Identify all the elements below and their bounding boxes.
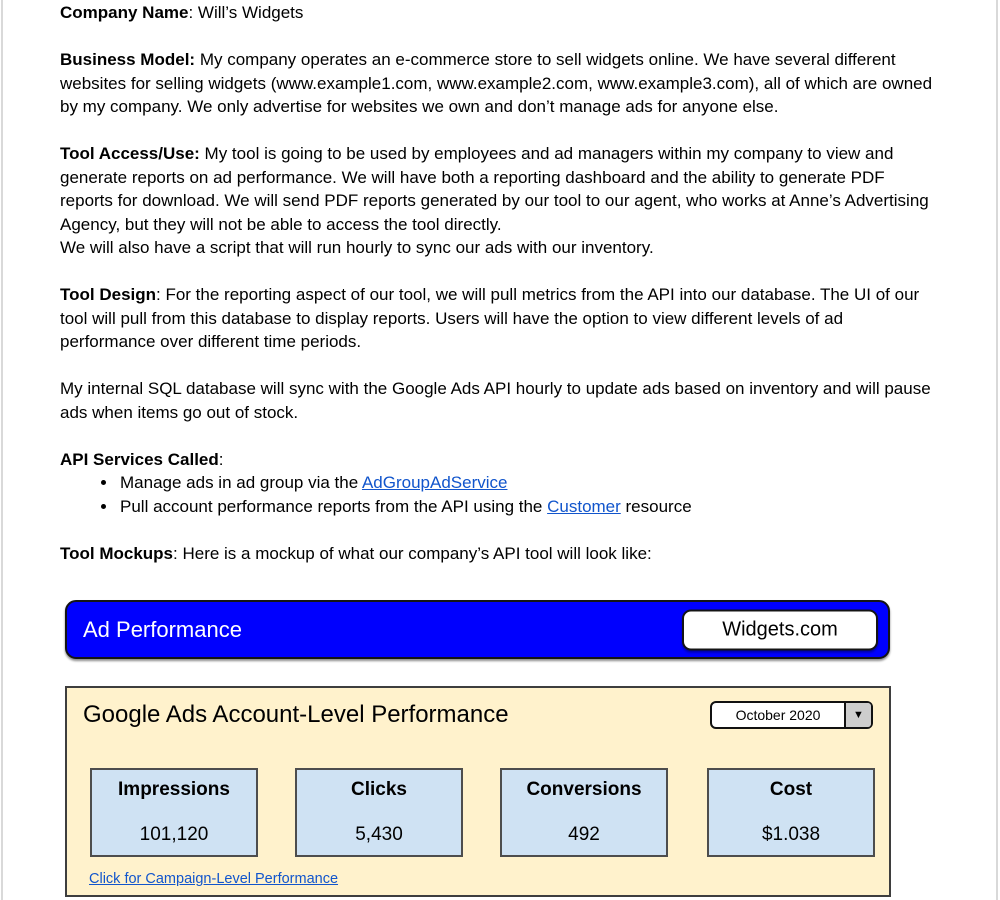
metric-label: Impressions (118, 779, 230, 800)
campaign-level-link[interactable]: Click for Campaign-Level Performance (89, 871, 339, 887)
company-name-value: : Will’s Widgets (188, 3, 304, 22)
widgets-com-button[interactable]: Widgets.com (682, 609, 878, 650)
panel-title: Google Ads Account-Level Performance (83, 701, 509, 728)
tool-mockups-text: : Here is a mockup of what our company’s API tool will look like: (173, 543, 652, 563)
bullet-2-post: resource (620, 496, 692, 516)
paragraph-company-name (60, 1, 942, 25)
paragraph-tool-design (60, 283, 942, 354)
api-services-colon: : (218, 449, 224, 469)
customer-link[interactable]: Customer (547, 496, 621, 516)
month-dropdown-value[interactable]: October 2020 (735, 707, 821, 723)
api-services-list (60, 471, 942, 518)
tool-design-text: : For the reporting aspect of our tool, we will pull metrics from the API into our database. The UI of our tool will pull from this database to display reports. Users will have the option to view different levels of ad performance over different time periods. (60, 285, 920, 351)
performance-panel (65, 686, 891, 897)
paragraph-tool-access (60, 142, 942, 260)
metric-value: 101,120 (139, 824, 209, 845)
dropdown-arrow-icon: ▼ (853, 709, 864, 721)
metric-card-conversions (500, 768, 668, 857)
company-name-label: Company Name (60, 3, 189, 22)
business-model-text: My company operates an e-commerce store to sell widgets online. We have several different websites for selling widgets (www.example1.com, www.example2.com, www.example3.com), all of which are owned by my company. We only advertise for websites we own and don’t manage ads for anyone else. (60, 50, 933, 116)
mockup-app-title: Ad Performance (83, 616, 242, 642)
list-item (118, 495, 942, 519)
metric-label: Clicks (351, 779, 407, 800)
tool-access-text-line2: We will also have a script that will run hourly to sync our ads with our inventory. (60, 238, 654, 257)
tool-design-label: Tool Design (60, 285, 157, 304)
list-item (118, 471, 942, 495)
metric-card-clicks (295, 768, 463, 857)
tool-access-label: Tool Access/Use: (60, 144, 200, 163)
tool-mockups-label: Tool Mockups (60, 543, 174, 563)
paragraph-api-services (60, 448, 942, 472)
mockup-header-bar (65, 600, 890, 659)
metric-value: 492 (568, 824, 600, 845)
metric-label: Conversions (526, 779, 642, 800)
paragraph-business-model (60, 48, 942, 119)
metric-card-impressions (90, 768, 258, 857)
bullet-2-text: Pull account performance reports from the API using the (120, 496, 548, 516)
paragraph-tool-mockups (60, 542, 942, 566)
business-model-label: Business Model: (60, 50, 196, 69)
sql-sync-text: My internal SQL database will sync with the Google Ads API hourly to update ads based on inventory and will pause ads when items go out of stock. (60, 379, 931, 422)
metric-value: $1.038 (761, 824, 821, 845)
metric-card-cost (707, 768, 875, 857)
dropdown-arrow-button[interactable] (844, 703, 871, 727)
metric-value: 5,430 (355, 824, 403, 845)
bullet-1-text: Manage ads in ad group via the (120, 473, 362, 492)
page-edge-right (996, 0, 998, 900)
month-dropdown[interactable] (710, 701, 873, 729)
adgroupadservice-link[interactable]: AdGroupAdService (361, 473, 508, 492)
metric-label: Cost (769, 779, 813, 800)
document-body (60, 1, 942, 589)
paragraph-sql-sync (60, 377, 942, 424)
tool-access-text: My tool is going to be used by employees and ad managers within my company to view and generate reports on ad performance. We will have both a reporting dashboard and the ability to generate PDF reports for download. We will send PDF reports generated by our tool to our agent, who works at Anne’s Advertising Agency, but they will not be able to access the tool directly. (60, 144, 929, 234)
api-services-label: API Services Called (60, 449, 219, 469)
page-edge-left (1, 0, 3, 900)
